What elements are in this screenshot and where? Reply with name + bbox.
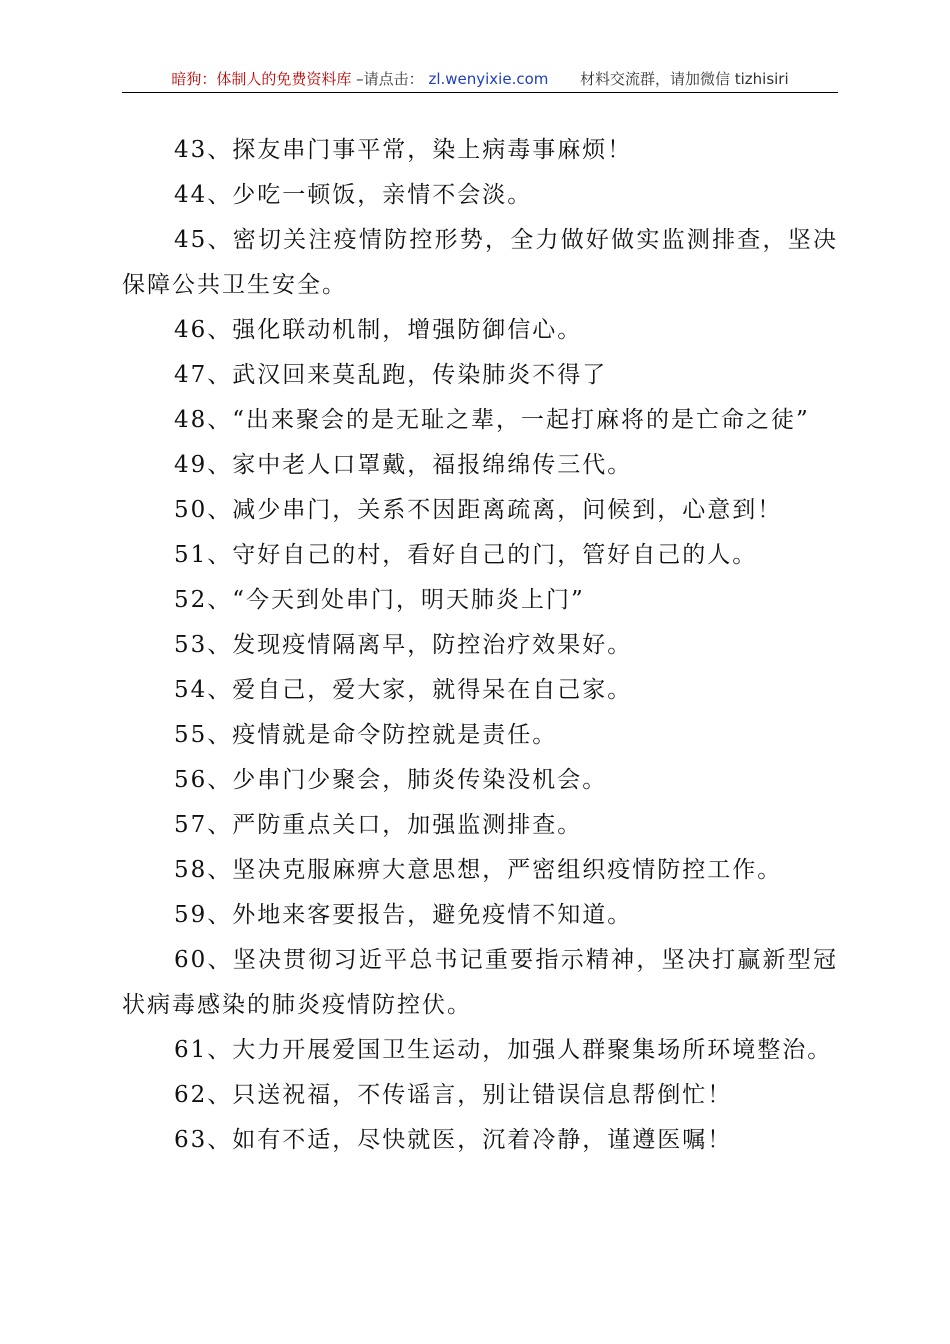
slogan-52: 52、“今天到处串门，明天肺炎上门” xyxy=(174,587,585,613)
slogan-48: 48、“出来聚会的是无耻之辈，一起打麻将的是亡命之徒” xyxy=(174,407,810,433)
slogan-59: 59、外地来客要报告，避免疫情不知道。 xyxy=(174,902,633,928)
slogan-47: 47、武汉回来莫乱跑，传染肺炎不得了 xyxy=(174,362,608,388)
slogan-46: 46、强化联动机制，增强防御信心。 xyxy=(174,317,583,343)
slogan-56: 56、少串门少聚会，肺炎传染没机会。 xyxy=(174,767,608,793)
slogan-63: 63、如有不适，尽快就医，沉着冷静，谨遵医嘱！ xyxy=(174,1127,733,1153)
page-header xyxy=(122,66,838,93)
slogan-60: 60、坚决贯彻习近平总书记重要指示精神，坚决打赢新型冠状病毒感染的肺炎疫情防控伏。 xyxy=(122,947,838,1018)
slogan-61: 61、大力开展爱国卫生运动，加强人群聚集场所环境整治。 xyxy=(174,1037,833,1063)
slogan-51: 51、守好自己的村，看好自己的门，管好自己的人。 xyxy=(174,542,758,568)
header-brand: 暗狗：体制人的免费资料库 xyxy=(171,70,352,88)
slogan-44: 44、少吃一顿饭，亲情不会淡。 xyxy=(174,182,533,208)
slogan-58: 58、坚决克服麻痹大意思想，严密组织疫情防控工作。 xyxy=(174,857,783,883)
slogan-53: 53、发现疫情隔离早，防控治疗效果好。 xyxy=(174,632,633,658)
slogan-50: 50、减少串门，关系不因距离疏离，问候到，心意到！ xyxy=(174,497,783,523)
slogan-43: 43、探友串门事平常，染上病毒事麻烦！ xyxy=(174,137,633,163)
slogan-45: 45、密切关注疫情防控形势，全力做好做实监测排查，坚决保障公共卫生安全。 xyxy=(122,227,838,298)
header-click-prompt: –请点击： xyxy=(356,70,424,88)
header-group-note: 材料交流群，请加微信 tizhisiri xyxy=(579,70,789,88)
slogan-57: 57、严防重点关口，加强监测排查。 xyxy=(174,812,583,838)
slogan-62: 62、只送祝福，不传谣言，别让错误信息帮倒忙！ xyxy=(174,1082,733,1108)
document-body xyxy=(122,128,838,1163)
slogan-55: 55、疫情就是命令防控就是责任。 xyxy=(174,722,558,748)
header-url-link[interactable]: zl.wenyixie.com xyxy=(428,70,549,88)
slogan-49: 49、家中老人口罩戴，福报绵绵传三代。 xyxy=(174,452,633,478)
slogan-54: 54、爱自己，爱大家，就得呆在自己家。 xyxy=(174,677,633,703)
